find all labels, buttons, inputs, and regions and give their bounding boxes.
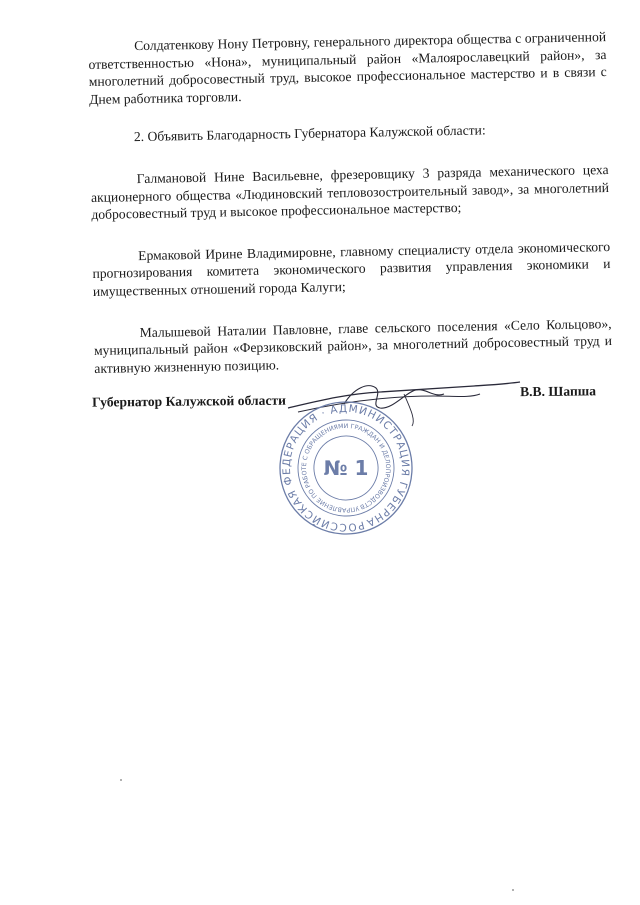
scan-speck — [120, 779, 122, 781]
governor-title: Губернатор Калужской области — [92, 392, 287, 410]
seal-inner-text: УПРАВЛЕНИЕ ПО РАБОТЕ С ОБРАЩЕНИЯМИ ГРАЖДАН И ДЕЛОПРОИЗВОДСТВУ — [300, 422, 392, 514]
gratitude-paragraph-ermakova: Ермаковой Ирине Владимировне, главному специалисту отдела экономического прогнозирования комитета экономического развития управления экономики и имущественных отношений города Калуги; — [92, 238, 611, 299]
official-seal — [278, 400, 414, 536]
document-body — [88, 28, 612, 377]
award-paragraph-soldatenkova: Солдатенкову Нону Петровну, генерального директора общества с ограниченной ответственностью «Нона», муниципальный район «Малоярославецкий район», за многолетний добросовестный труд, высокое профессиональное мастерство и в связи с Днем работника торговли. — [88, 29, 607, 107]
governor-name: В.В. Шапша — [519, 383, 597, 400]
scan-speck — [512, 889, 514, 891]
seal-outer-text: РОССИЙСКАЯ ФЕДЕРАЦИЯ · АДМИНИСТРАЦИЯ ГУБЕРНАТОРА — [280, 402, 412, 534]
section-item-2: 2. Объявить Благодарность Губернатора Калужской области: — [133, 122, 486, 145]
gratitude-paragraph-malysheva: Малышевой Наталии Павловне, главе сельского поселения «Село Кольцово», муниципальный район «Ферзиковский район», за многолетний добросовестный труд и активную жизненную позицию. — [93, 315, 613, 376]
seal-number: № 1 — [323, 456, 369, 480]
gratitude-paragraph-galmanova: Галмановой Нине Васильевне, фрезеровщику 3 разряда механического цеха акционерного общества «Людиновский тепловозостроительный завод», за многолетний добросовестный труд и высокое профессиональное мастерство; — [90, 161, 610, 223]
